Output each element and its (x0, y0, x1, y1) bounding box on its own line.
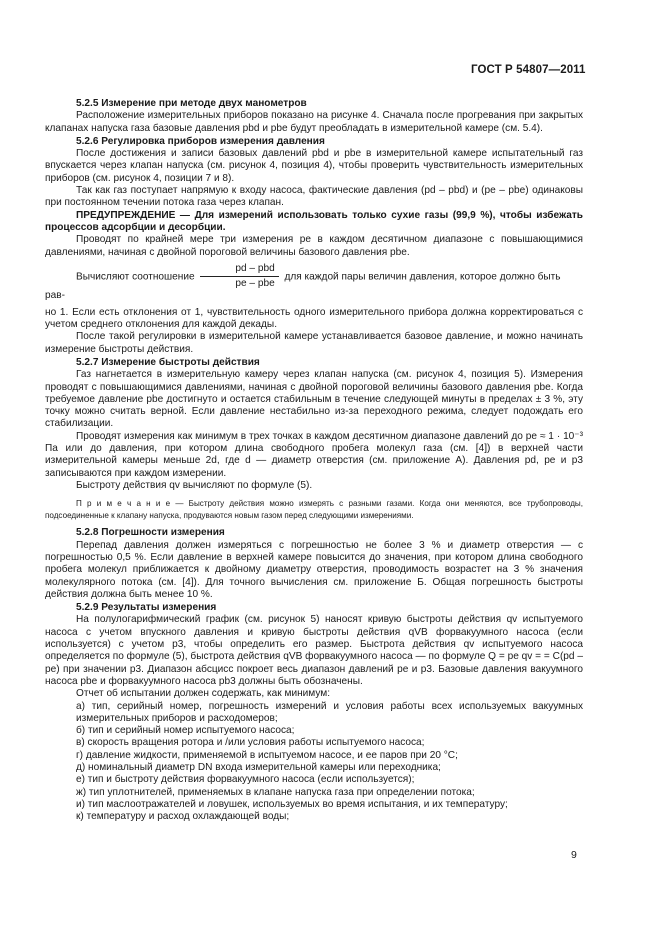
note-paragraph: П р и м е ч а н и е — Быстроту действия можно измерять с разными газами. Когда они меняются, все трубопроводы, подсоединенные к клапану напуска, продуваются новым газом перед следующими измерениями. (45, 499, 583, 520)
section-5-2-6-heading: 5.2.6 Регулировка приборов измерения давления (76, 135, 325, 147)
section-5-2-7-paragraph-1: Газ нагнетается в измерительную камеру через клапан напуска (см. рисунок 4, позиция 5). Измерения проводят с повышающимися давлениями, начиная с двойной пороговой величины базового давления pbe. Когда требуемое давление pbe достигнуто и остается стабильным в течение следующей минуты в пределах ± 3 %, эту точку можно считать верной. Если давление нестабильно из-за переходного режима, следует подождать его стабилизации. (45, 369, 583, 430)
section-5-2-6-paragraph-4: но 1. Если есть отклонения от 1, чувствительность одного измерительного прибора должна корректироваться с учетом среднего отклонения для каждой декады. (45, 306, 583, 331)
section-5-2-7-paragraph-2: Проводят измерения как минимум в трех точках в каждом десятичном диапазоне давлений до pe ≈ 1 · 10⁻³ Па или до давления, при котором длина свободного пробега молекул газа (см. [4]) в верхней части измерительной камеры меньше 2d, где d — диаметр отверстия (см. приложение А). Давления pd, pe и p3 записываются при каждом измерении. (45, 430, 583, 479)
list-item: ж) тип уплотнителей, применяемых в клапане напуска газа при определении потока; (76, 786, 475, 798)
list-item: к) температуру и расход охлаждающей воды; (76, 811, 290, 823)
section-5-2-6-paragraph-2: Так как газ поступает напрямую к входу насоса, фактические давления (pd – pbd) и (pe – pbe) одинаковы при постоянном течении потока газа через клапан. (45, 185, 583, 209)
section-5-2-6-paragraph-5: После такой регулировки в измерительной камере устанавливается базовое давление, и можно начинать измерение быстроты действия. (45, 331, 583, 355)
section-5-2-6-paragraph-1: После достижения и записи базовых давлений pbd и pbe в измерительной камере испытательный газ впускается через клапан напуска (см. рисунок 4, позиция 4), чтобы проверить чувствительность измерительных приборов (см. рисунок 4, позиции 7 и 8). (45, 148, 583, 184)
list-item: г) давление жидкости, применяемой в испытуемом насосе, и ее паров при 20 °C; (76, 749, 458, 761)
section-5-2-9-heading: 5.2.9 Результаты измерения (76, 602, 217, 614)
list-item: е) тип и быстроту действия форвакуумного насоса (если используется); (76, 774, 415, 786)
ratio-line (45, 263, 583, 303)
section-5-2-7-heading: 5.2.7 Измерение быстроты действия (76, 356, 260, 368)
section-5-2-6-paragraph-3: Проводят по крайней мере три измерения pe в каждом десятичном диапазоне с повышающимися давлениями, начиная с двойной пороговой величины базового давления pbe. (45, 234, 583, 258)
section-5-2-7-paragraph-3: Быстроту действия qv вычисляют по формуле (5). (76, 479, 313, 491)
warning-paragraph: ПРЕДУПРЕЖДЕНИЕ — Для измерений использовать только сухие газы (99,9 %), чтобы избежать процессов адсорбции и десорбции. (45, 209, 583, 233)
standard-header: ГОСТ Р 54807—2011 (471, 64, 586, 76)
section-5-2-9-paragraph-1: На полулогарифмический график (см. рисунок 5) наносят кривую быстроты действия qv испытуемого насоса с учетом впускного давления и кривую быстроты действия qVB форвакуумного насоса (если используется) с учетом p3, чтобы определить его размер. Быстрота действия qv испытуемого насоса определяется по формуле (5), быстрота действия qVB форвакуумного насоса — по формуле Q = pe qv = = C(pd – pe) при значении p3. Диапазон абсцисс покроет весь диапазон давлений pe и p3. Базовые давления вакуумного насоса pbe и форвакуумного насоса pb3 должны быть обозначены. (45, 614, 583, 687)
section-5-2-5-heading: 5.2.5 Измерение при методе двух манометров (76, 98, 307, 109)
ratio-suffix: для каждой пары величин давления, которое должно быть рав- (45, 271, 561, 302)
list-item: д) номинальный диаметр DN входа измерительной камеры или переходника; (76, 762, 441, 774)
list-item: а) тип, серийный номер, погрешность измерений и условия работы всех используемых вакуумных измерительных приборов и расходомеров; (76, 700, 583, 724)
page-number: 9 (571, 849, 577, 861)
ratio-fraction (200, 263, 278, 291)
section-5-2-8-paragraph: Перепад давления должен измеряться с погрешностью не более 3 % и диаметр отверстия — с погрешностью 0,5 %. Если давление в верхней камере повысится до значения, при котором длина свободного пробега молекул приближается к двойному диаметру отверстия, проводимость возрастет на 3 % значения молекулярного потока (см. [4]). Для точного вычисления см. приложение Б. Общая погрешность быстроты действия должна быть менее 10 %. (45, 539, 583, 600)
ratio-numerator: pd – pbd (200, 263, 278, 277)
list-item: и) тип маслоотражателей и ловушек, используемых во время испытания, и их температуру; (76, 798, 508, 810)
ratio-prefix: Вычисляют соотношение (76, 271, 195, 283)
section-5-2-5-paragraph: Расположение измерительных приборов показано на рисунке 4. Сначала после прогревания при закрытых клапанах напуска газа базовые давления pbd и pbe будут преобладать в измерительной камере (см. 5.4). (45, 110, 583, 134)
list-item: в) скорость вращения ротора и /или условия работы испытуемого насоса; (76, 737, 425, 749)
report-requirements-list (45, 701, 583, 824)
document-body (45, 97, 583, 824)
section-5-2-8-heading: 5.2.8 Погрешности измерения (76, 527, 225, 539)
section-5-2-9-paragraph-2: Отчет об испытании должен содержать, как минимум: (76, 688, 331, 700)
list-item: б) тип и серийный номер испытуемого насоса; (76, 725, 295, 737)
ratio-denominator: pe – pbe (235, 278, 275, 290)
